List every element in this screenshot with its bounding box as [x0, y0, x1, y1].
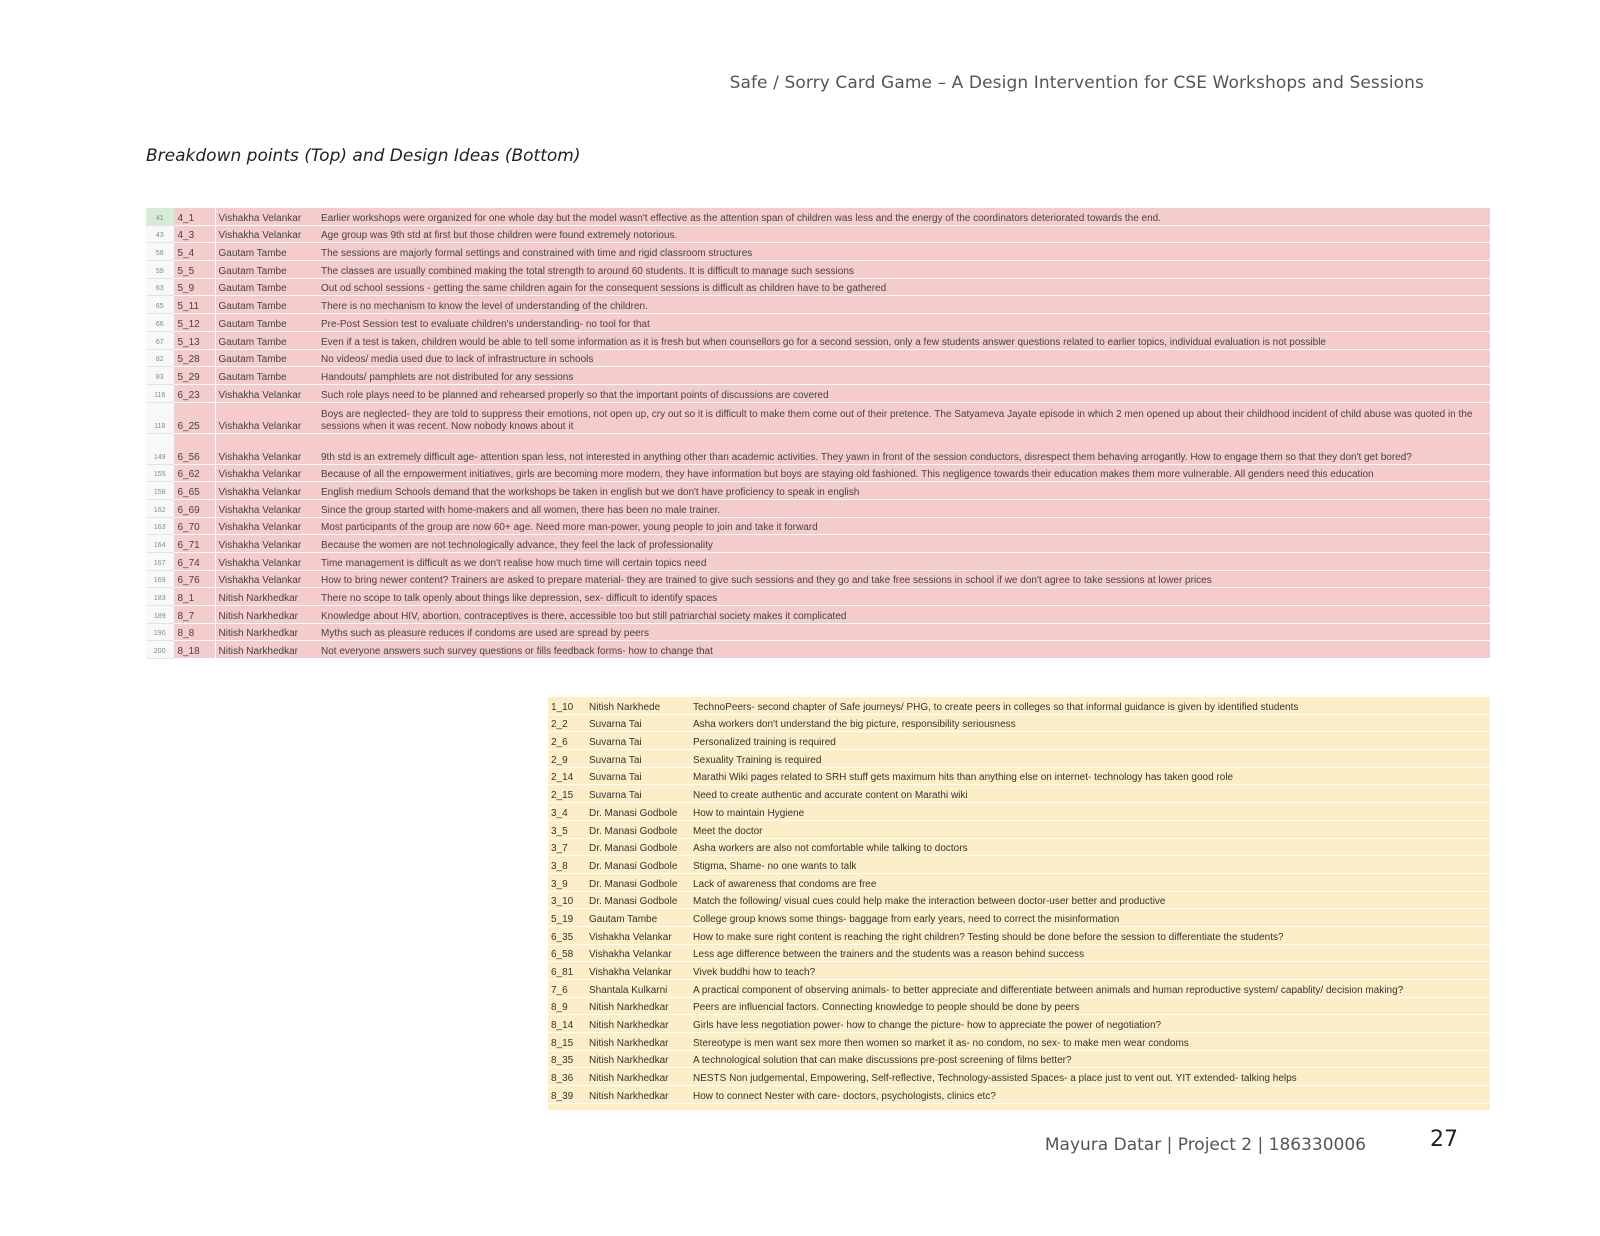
design-idea-row [548, 820, 1490, 838]
idea-text-cell: NESTS Non judgemental, Empowering, Self-reflective, Technology-assisted Spaces- a place just to vent out. YIT extended- talking helps [690, 1068, 1490, 1086]
design-idea-row [548, 909, 1490, 927]
breakdown-row [146, 384, 1490, 402]
code-cell: 8_18 [174, 641, 215, 659]
name-cell: Gautam Tambe [215, 349, 318, 367]
idea-text-cell: A technological solution that can make discussions pre-post screening of films better? [690, 1050, 1490, 1068]
code-cell: 2_15 [548, 785, 586, 803]
name-cell: Vishakha Velankar [215, 517, 318, 535]
idea-text-cell: Asha workers are also not comfortable while talking to doctors [690, 838, 1490, 856]
name-cell: Nitish Narkhedkar [215, 606, 318, 624]
design-idea-row [548, 767, 1490, 785]
code-cell: 5_12 [174, 314, 215, 332]
code-cell: 3_8 [548, 856, 586, 874]
design-idea-row [548, 980, 1490, 998]
row-number-cell: 67 [146, 331, 174, 349]
code-cell: 5_11 [174, 296, 215, 314]
code-cell: 6_76 [174, 570, 215, 588]
name-cell: Vishakha Velankar [215, 499, 318, 517]
code-cell: 8_7 [174, 606, 215, 624]
name-cell: Nitish Narkhedkar [586, 1033, 690, 1051]
breakdown-row [146, 433, 1490, 464]
design-ideas-table [548, 697, 1490, 1111]
design-idea-row [548, 873, 1490, 891]
breakdown-text-cell: Because the women are not technologically advance, they feel the lack of professionality [318, 535, 1490, 553]
code-cell: 1_10 [548, 697, 586, 714]
code-cell: 3_10 [548, 891, 586, 909]
code-cell: 8_35 [548, 1050, 586, 1068]
row-number-cell: 163 [146, 517, 174, 535]
breakdown-text-cell: How to bring newer content? Trainers are asked to prepare material- they are trained to give such sessions and they go and take free sessions in school if we don't agree to take sessions at lower prices [318, 570, 1490, 588]
design-idea-row [548, 803, 1490, 821]
row-number-cell: 149 [146, 433, 174, 464]
breakdown-row [146, 367, 1490, 385]
design-idea-row [548, 1015, 1490, 1033]
name-cell: Gautam Tambe [586, 909, 690, 927]
code-cell: 4_1 [174, 208, 215, 225]
idea-text-cell: TechnoPeers- second chapter of Safe journeys/ PHG, to create peers in colleges so that informal guidance is given by identified students [690, 697, 1490, 714]
code-cell: 6_56 [174, 433, 215, 464]
design-idea-row [548, 732, 1490, 750]
name-cell: Vishakha Velankar [215, 433, 318, 464]
breakdown-text-cell: No videos/ media used due to lack of infrastructure in schools [318, 349, 1490, 367]
idea-text-cell: Match the following/ visual cues could help make the interaction between doctor-user better and productive [690, 891, 1490, 909]
code-cell: 2_6 [548, 732, 586, 750]
design-idea-row [548, 944, 1490, 962]
breakdown-text-cell: English medium Schools demand that the workshops be taken in english but we don't have proficiency to speak in english [318, 482, 1490, 500]
breakdown-row [146, 278, 1490, 296]
name-cell: Dr. Manasi Godbole [586, 838, 690, 856]
code-cell: 6_69 [174, 499, 215, 517]
name-cell: Gautam Tambe [215, 243, 318, 261]
code-cell: 3_4 [548, 803, 586, 821]
section-heading: Breakdown points (Top) and Design Ideas (Bottom) [146, 146, 581, 166]
name-cell: Vishakha Velankar [215, 402, 318, 433]
design-idea-row [548, 750, 1490, 768]
design-idea-row [548, 1068, 1490, 1086]
code-cell: 3_7 [548, 838, 586, 856]
name-cell: Vishakha Velankar [215, 553, 318, 571]
name-cell: Nitish Narkhedkar [586, 1086, 690, 1104]
idea-text-cell: Vivek buddhi how to teach? [690, 962, 1490, 980]
page-number: 27 [1430, 1127, 1458, 1152]
name-cell: Suvarna Tai [586, 767, 690, 785]
name-cell: Vishakha Velankar [215, 482, 318, 500]
code-cell: 8_36 [548, 1068, 586, 1086]
code-cell: 8_15 [548, 1033, 586, 1051]
row-number-cell: 65 [146, 296, 174, 314]
row-number-cell: 59 [146, 261, 174, 279]
design-idea-row [548, 856, 1490, 874]
code-cell: 2_9 [548, 750, 586, 768]
code-cell: 5_29 [174, 367, 215, 385]
row-number-cell: 189 [146, 606, 174, 624]
name-cell: Nitish Narkhedkar [215, 623, 318, 641]
idea-text-cell: Less age difference between the trainers and the students was a reason behind success [690, 944, 1490, 962]
breakdown-text-cell: Time management is difficult as we don't realise how much time will certain topics need [318, 553, 1490, 571]
breakdown-text-cell: There no scope to talk openly about things like depression, sex- difficult to identify spaces [318, 588, 1490, 606]
idea-text-cell: Personalized training is required [690, 732, 1490, 750]
cut-off-cell [586, 1103, 690, 1110]
row-number-cell: 41 [146, 208, 174, 225]
row-number-cell: 83 [146, 367, 174, 385]
breakdown-text-cell: Myths such as pleasure reduces if condoms are used are spread by peers [318, 623, 1490, 641]
breakdown-row [146, 499, 1490, 517]
breakdown-text-cell: Handouts/ pamphlets are not distributed for any sessions [318, 367, 1490, 385]
design-idea-row [548, 1050, 1490, 1068]
idea-text-cell: How to maintain Hygiene [690, 803, 1490, 821]
breakdown-text-cell: Even if a test is taken, children would be able to tell some information as it is fresh but when counsellors go for a second session, only a few students answer questions related to earlier topics, individual evaluation is not possible [318, 331, 1490, 349]
name-cell: Vishakha Velankar [586, 944, 690, 962]
row-number-cell: 82 [146, 349, 174, 367]
code-cell: 6_70 [174, 517, 215, 535]
breakdown-text-cell: Because of all the empowerment initiatives, girls are becoming more modern, they have information but boys are staying old fashioned. This negligence towards their education makes them more vulnerable. All genders need this education [318, 464, 1490, 482]
breakdown-row [146, 464, 1490, 482]
name-cell: Nitish Narkhedkar [586, 1068, 690, 1086]
row-number-cell: 116 [146, 384, 174, 402]
code-cell: 6_58 [548, 944, 586, 962]
breakdown-row [146, 296, 1490, 314]
design-idea-row [548, 926, 1490, 944]
idea-text-cell: How to connect Nester with care- doctors, psychologists, clinics etc? [690, 1086, 1490, 1104]
code-cell: 5_4 [174, 243, 215, 261]
name-cell: Nitish Narkhedkar [586, 1015, 690, 1033]
code-cell: 6_65 [174, 482, 215, 500]
idea-text-cell: Asha workers don't understand the big picture, responsibility seriousness [690, 714, 1490, 732]
idea-text-cell: Stigma, Shame- no one wants to talk [690, 856, 1490, 874]
name-cell: Gautam Tambe [215, 296, 318, 314]
idea-text-cell: Sexuality Training is required [690, 750, 1490, 768]
name-cell: Vishakha Velankar [215, 208, 318, 225]
breakdown-text-cell: Earlier workshops were organized for one whole day but the model wasn't effective as the attention span of children was less and the energy of the coordinators deteriorated towards the end. [318, 208, 1490, 225]
breakdown-row [146, 314, 1490, 332]
name-cell: Dr. Manasi Godbole [586, 891, 690, 909]
code-cell: 5_13 [174, 331, 215, 349]
idea-text-cell: Need to create authentic and accurate content on Marathi wiki [690, 785, 1490, 803]
breakdown-row [146, 331, 1490, 349]
breakdown-row [146, 641, 1490, 659]
code-cell: 6_35 [548, 926, 586, 944]
breakdown-row [146, 261, 1490, 279]
breakdown-text-cell: Boys are neglected- they are told to suppress their emotions, not open up, cry out so it is difficult to make them come out of their pretence. The Satyameva Jayate episode in which 2 men opened up about their childhood incident of child abuse was quoted in the sessions when it was recent. Now nobody knows about it [318, 402, 1490, 433]
breakdown-text-cell: Pre-Post Session test to evaluate children's understanding- no tool for that [318, 314, 1490, 332]
breakdown-points-table [146, 208, 1490, 659]
breakdown-row [146, 553, 1490, 571]
breakdown-row [146, 225, 1490, 243]
breakdown-row [146, 623, 1490, 641]
row-number-cell: 200 [146, 641, 174, 659]
code-cell: 8_1 [174, 588, 215, 606]
name-cell: Nitish Narkhedkar [215, 641, 318, 659]
code-cell: 6_74 [174, 553, 215, 571]
row-number-cell: 190 [146, 623, 174, 641]
code-cell: 6_71 [174, 535, 215, 553]
name-cell: Vishakha Velankar [215, 464, 318, 482]
breakdown-row [146, 570, 1490, 588]
design-idea-row [548, 714, 1490, 732]
name-cell: Vishakha Velankar [215, 225, 318, 243]
code-cell: 6_23 [174, 384, 215, 402]
breakdown-row [146, 588, 1490, 606]
row-number-cell: 164 [146, 535, 174, 553]
name-cell: Vishakha Velankar [586, 926, 690, 944]
code-cell: 5_5 [174, 261, 215, 279]
design-idea-row [548, 997, 1490, 1015]
row-number-cell: 58 [146, 243, 174, 261]
design-idea-row [548, 1086, 1490, 1104]
breakdown-row [146, 208, 1490, 225]
document-header-title: Safe / Sorry Card Game – A Design Intervention for CSE Workshops and Sessions [729, 73, 1424, 93]
name-cell: Shantala Kulkarni [586, 980, 690, 998]
name-cell: Vishakha Velankar [215, 384, 318, 402]
code-cell: 3_9 [548, 873, 586, 891]
code-cell: 4_3 [174, 225, 215, 243]
idea-text-cell: College group knows some things- baggage from early years, need to correct the misinformation [690, 909, 1490, 927]
cut-off-cell [548, 1103, 586, 1110]
code-cell: 5_19 [548, 909, 586, 927]
code-cell: 5_9 [174, 278, 215, 296]
code-cell: 8_9 [548, 997, 586, 1015]
cut-off-cell [690, 1103, 1490, 1110]
breakdown-row [146, 402, 1490, 433]
idea-text-cell: How to make sure right content is reaching the right children? Testing should be done before the session to differentiate the students? [690, 926, 1490, 944]
row-number-cell: 162 [146, 499, 174, 517]
cut-off-row [548, 1103, 1490, 1110]
design-idea-row [548, 697, 1490, 714]
design-idea-row [548, 785, 1490, 803]
breakdown-text-cell: The sessions are majorly formal settings and constrained with time and rigid classroom structures [318, 243, 1490, 261]
breakdown-text-cell: Knowledge about HIV, abortion, contraceptives is there, accessible too but still patriarchal society makes it complicated [318, 606, 1490, 624]
design-idea-row [548, 1033, 1490, 1051]
row-number-cell: 169 [146, 570, 174, 588]
code-cell: 2_14 [548, 767, 586, 785]
name-cell: Nitish Narkhedkar [586, 1050, 690, 1068]
name-cell: Nitish Narkhede [586, 697, 690, 714]
code-cell: 5_28 [174, 349, 215, 367]
breakdown-text-cell: There is no mechanism to know the level of understanding of the children. [318, 296, 1490, 314]
name-cell: Dr. Manasi Godbole [586, 803, 690, 821]
breakdown-text-cell: The classes are usually combined making the total strength to around 60 students. It is difficult to manage such sessions [318, 261, 1490, 279]
code-cell: 8_39 [548, 1086, 586, 1104]
code-cell: 3_5 [548, 820, 586, 838]
row-number-cell: 63 [146, 278, 174, 296]
design-idea-row [548, 962, 1490, 980]
breakdown-row [146, 243, 1490, 261]
idea-text-cell: Marathi Wiki pages related to SRH stuff gets maximum hits than anything else on internet- technology has taken good role [690, 767, 1490, 785]
name-cell: Suvarna Tai [586, 732, 690, 750]
breakdown-text-cell: Most participants of the group are now 60+ age. Need more man-power, young people to join and take it forward [318, 517, 1490, 535]
name-cell: Gautam Tambe [215, 314, 318, 332]
name-cell: Gautam Tambe [215, 331, 318, 349]
breakdown-row [146, 517, 1490, 535]
breakdown-row [146, 535, 1490, 553]
name-cell: Vishakha Velankar [215, 570, 318, 588]
row-number-cell: 118 [146, 402, 174, 433]
row-number-cell: 43 [146, 225, 174, 243]
breakdown-text-cell: Out od school sessions - getting the same children again for the consequent sessions is difficult as children have to be gathered [318, 278, 1490, 296]
design-idea-row [548, 838, 1490, 856]
breakdown-row [146, 349, 1490, 367]
code-cell: 7_6 [548, 980, 586, 998]
idea-text-cell: Meet the doctor [690, 820, 1490, 838]
name-cell: Gautam Tambe [215, 278, 318, 296]
name-cell: Suvarna Tai [586, 785, 690, 803]
idea-text-cell: Peers are influencial factors. Connecting knowledge to people should be done by peers [690, 997, 1490, 1015]
idea-text-cell: A practical component of observing animals- to better appreciate and differentiate between animals and human reproductive system/ capablity/ decision making? [690, 980, 1490, 998]
row-number-cell: 155 [146, 464, 174, 482]
idea-text-cell: Stereotype is men want sex more then women so market it as- no condom, no sex- to make men wear condoms [690, 1033, 1490, 1051]
breakdown-row [146, 482, 1490, 500]
breakdown-row [146, 606, 1490, 624]
footer-author-project: Mayura Datar | Project 2 | 186330006 [1044, 1135, 1366, 1155]
idea-text-cell: Girls have less negotiation power- how to change the picture- how to appreciate the power of negotiation? [690, 1015, 1490, 1033]
code-cell: 6_81 [548, 962, 586, 980]
row-number-cell: 66 [146, 314, 174, 332]
name-cell: Suvarna Tai [586, 750, 690, 768]
name-cell: Nitish Narkhedkar [215, 588, 318, 606]
code-cell: 6_62 [174, 464, 215, 482]
breakdown-text-cell: Age group was 9th std at first but those children were found extremely notorious. [318, 225, 1490, 243]
code-cell: 2_2 [548, 714, 586, 732]
name-cell: Dr. Manasi Godbole [586, 820, 690, 838]
code-cell: 8_14 [548, 1015, 586, 1033]
name-cell: Vishakha Velankar [215, 535, 318, 553]
name-cell: Dr. Manasi Godbole [586, 856, 690, 874]
row-number-cell: 167 [146, 553, 174, 571]
row-number-cell: 183 [146, 588, 174, 606]
name-cell: Vishakha Velankar [586, 962, 690, 980]
name-cell: Dr. Manasi Godbole [586, 873, 690, 891]
name-cell: Gautam Tambe [215, 261, 318, 279]
breakdown-text-cell: Not everyone answers such survey questions or fills feedback forms- how to change that [318, 641, 1490, 659]
name-cell: Nitish Narkhedkar [586, 997, 690, 1015]
idea-text-cell: Lack of awareness that condoms are free [690, 873, 1490, 891]
name-cell: Gautam Tambe [215, 367, 318, 385]
breakdown-text-cell: 9th std is an extremely difficult age- attention span less, not interested in anything other than academic activities. They yawn in front of the session conductors, disrespect them behaving arrogantly. How to engage them so that they don't get bored? [318, 433, 1490, 464]
row-number-cell: 158 [146, 482, 174, 500]
breakdown-text-cell: Since the group started with home-makers and all women, there has been no male trainer. [318, 499, 1490, 517]
breakdown-text-cell: Such role plays need to be planned and rehearsed properly so that the important points of discussions are covered [318, 384, 1490, 402]
design-idea-row [548, 891, 1490, 909]
code-cell: 6_25 [174, 402, 215, 433]
name-cell: Suvarna Tai [586, 714, 690, 732]
code-cell: 8_8 [174, 623, 215, 641]
